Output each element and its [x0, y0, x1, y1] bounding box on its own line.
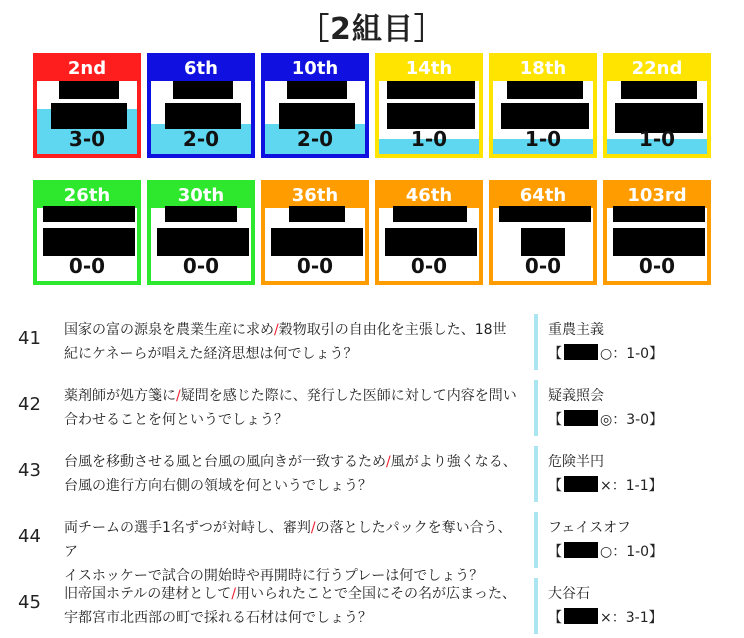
question-text-part: 風がより強くなる、: [390, 454, 517, 470]
question-number: 44: [18, 526, 41, 547]
answer-block: [548, 516, 663, 564]
slash-marker: /: [176, 388, 181, 404]
answer-block: [548, 384, 663, 432]
score-label: 2-0: [182, 127, 220, 151]
rank-label: 36th: [265, 184, 365, 208]
redaction-bar: [157, 228, 249, 256]
answer-result: [548, 342, 663, 366]
result-tail: ○：1-0】: [600, 544, 664, 560]
question-text-part: イスホッケーで試合の開始時や再開時に行うプレーは何でしょう？: [64, 568, 484, 584]
redaction-bar: [501, 103, 589, 129]
question-number: 41: [18, 328, 41, 349]
rank-card: [33, 53, 141, 158]
rank-label: 64th: [493, 184, 593, 208]
question-text-part: 台風を移動させる風と台風の風向きが一致するため: [64, 454, 386, 470]
question-text: [64, 450, 524, 498]
redaction-bar: [51, 103, 127, 129]
result-tail: ×：3-1】: [600, 610, 663, 626]
result-open: 【: [548, 346, 562, 362]
redaction-bar: [613, 228, 705, 256]
question-row: [0, 442, 744, 506]
answer-result: [548, 606, 663, 630]
question-text-part: 紀にケネーらが唱えた経済思想は何でしょう？: [64, 346, 358, 362]
score-label: 2-0: [296, 127, 334, 151]
redaction-bar: [173, 81, 233, 99]
result-open: 【: [548, 610, 562, 626]
rank-label: 30th: [151, 184, 251, 208]
slash-marker: /: [274, 322, 279, 338]
score-label: 0-0: [638, 254, 676, 278]
slash-marker: /: [386, 454, 391, 470]
question-text-part: 用いられたことで全国にその名が広まった、: [236, 586, 517, 602]
rank-card: [147, 180, 255, 285]
score-label: 0-0: [182, 254, 220, 278]
rank-label: 14th: [379, 57, 479, 81]
rank-label: 103rd: [607, 184, 707, 208]
question-text-part: 宇都宮市北西部の町で採れる石材は何でしょう？: [64, 610, 372, 626]
answer-divider: [534, 512, 538, 568]
redaction-bar: [271, 228, 363, 256]
redaction-bar: [59, 81, 119, 99]
redaction-bar: [521, 228, 565, 256]
slash-marker: /: [231, 586, 237, 602]
redaction-bar: [613, 206, 705, 222]
redaction-bar: [385, 228, 477, 256]
question-text-part: 薬剤師が処方箋に: [64, 388, 176, 404]
redaction-bar: [289, 206, 345, 222]
redaction-bar: [564, 344, 598, 360]
answer-result: [548, 540, 663, 564]
score-label: 0-0: [296, 254, 334, 278]
redaction-bar: [165, 103, 241, 129]
redaction-bar: [393, 206, 467, 222]
question-row: [0, 574, 744, 638]
redaction-bar: [564, 410, 598, 426]
answer-divider: [534, 446, 538, 502]
result-open: 【: [548, 478, 562, 494]
question-text-part: 穀物取引の自由化を主張した、18世: [278, 322, 507, 338]
rank-card: [603, 53, 711, 158]
redaction-bar: [507, 81, 583, 99]
page-title: ［2組目］: [299, 12, 445, 47]
redaction-bar: [387, 103, 475, 129]
question-text: [64, 318, 524, 366]
question-text: [64, 384, 524, 432]
redaction-bar: [43, 206, 135, 222]
answer-block: [548, 450, 663, 498]
rank-card: [147, 53, 255, 158]
redaction-bar: [279, 103, 355, 129]
rank-card: [261, 180, 369, 285]
score-label: 1-0: [410, 127, 448, 151]
question-number: 45: [18, 592, 41, 613]
question-text-part: の落としたパックを奪い合う、ア: [64, 520, 512, 560]
rank-card: [375, 180, 483, 285]
question-number: 42: [18, 394, 41, 415]
rank-label: 22nd: [607, 57, 707, 81]
rank-label: 18th: [493, 57, 593, 81]
result-tail: ◎：3-0】: [600, 412, 664, 428]
answer-block: [548, 318, 663, 366]
redaction-bar: [564, 542, 598, 558]
redaction-bar: [499, 206, 591, 222]
answer-result: [548, 408, 663, 432]
rank-card: [489, 53, 597, 158]
question-text-part: 疑問を感じた際に、発行した医師に対して内容を問い: [180, 388, 517, 404]
rank-card: [489, 180, 597, 285]
result-open: 【: [548, 544, 562, 560]
score-label: 0-0: [410, 254, 448, 278]
redaction-bar: [287, 81, 347, 99]
rank-label: 26th: [37, 184, 137, 208]
question-text: [64, 582, 524, 630]
slash-marker: /: [310, 520, 316, 536]
rank-label: 10th: [265, 57, 365, 81]
redaction-bar: [43, 228, 135, 256]
question-text-part: 合わせることを何というでしょう？: [64, 412, 288, 428]
score-label: 0-0: [68, 254, 106, 278]
answer-block: [548, 582, 663, 630]
answer-result: [548, 474, 663, 498]
result-tail: ○：1-0】: [600, 346, 664, 362]
question-text-part: 台風の進行方向右側の領域を何というでしょう？: [64, 478, 372, 494]
question-row: [0, 310, 744, 374]
rank-label: 2nd: [37, 57, 137, 81]
question-text-part: 旧帝国ホテルの建材として: [64, 586, 232, 602]
answer-divider: [534, 314, 538, 370]
rank-card: [375, 53, 483, 158]
question-row: [0, 376, 744, 440]
score-label: 3-0: [68, 127, 106, 151]
answer-divider: [534, 578, 538, 634]
rank-label: 6th: [151, 57, 251, 81]
result-open: 【: [548, 412, 562, 428]
answer-text: フェイスオフ: [548, 520, 631, 536]
score-label: 0-0: [524, 254, 562, 278]
answer-divider: [534, 380, 538, 436]
redaction-bar: [387, 81, 475, 99]
question-text-part: 国家の富の源泉を農業生産に求め: [64, 322, 274, 338]
redaction-bar: [564, 476, 598, 492]
redaction-bar: [165, 206, 237, 222]
answer-text: 危険半円: [548, 454, 604, 470]
answer-text: 重農主義: [548, 322, 604, 338]
question-row: [0, 508, 744, 584]
answer-text: 大谷石: [548, 586, 590, 602]
rank-card: [261, 53, 369, 158]
score-label: 1-0: [524, 127, 562, 151]
rank-label: 46th: [379, 184, 479, 208]
rank-card: [33, 180, 141, 285]
answer-text: 疑義照会: [548, 388, 604, 404]
rank-card: [603, 180, 711, 285]
redaction-bar: [621, 81, 697, 99]
redaction-bar: [564, 608, 598, 624]
question-text-part: 両チームの選手1名ずつが対峙し、審判: [64, 520, 311, 536]
question-number: 43: [18, 460, 41, 481]
result-tail: ×：1-1】: [600, 478, 663, 494]
score-label: 1-0: [638, 127, 676, 151]
